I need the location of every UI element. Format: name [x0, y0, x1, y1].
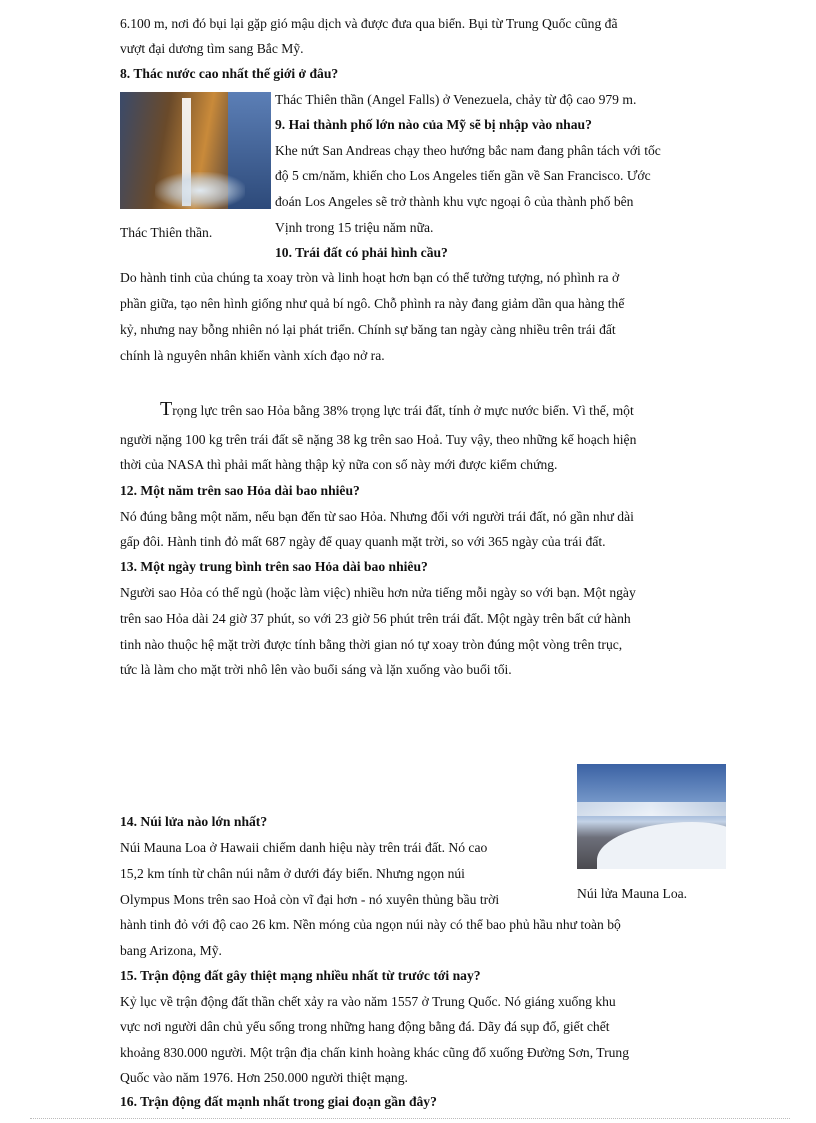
heading-q9: 9. Hai thành phố lớn nào của Mỹ sẽ bị nhập vào nhau?	[275, 117, 592, 132]
text-line: phần giữa, tạo nên hình giống như quả bí ngô. Chỗ phình ra này đang giảm dần qua hàng thế	[120, 296, 625, 311]
text-line: thời của NASA thì phải mất hàng thập kỷ nữa con số này mới được kiểm chứng.	[120, 457, 558, 472]
angel-falls-photo	[120, 92, 271, 209]
heading-q15: 15. Trận động đất gây thiệt mạng nhiều nhất từ trước tới nay?	[120, 968, 481, 983]
text-line: vực nơi người dân chủ yếu sống trong những hang động bằng đá. Dãy đá sụp đổ, giết chết	[120, 1019, 610, 1034]
text-line: đoán Los Angeles sẽ trở thành khu vực ngoại ô của thành phố bên	[275, 194, 634, 209]
heading-q16: 16. Trận động đất mạnh nhất trong giai đoạn gần đây?	[120, 1094, 437, 1109]
text-line: Kỷ lục về trận động đất thần chết xảy ra vào năm 1557 ở Trung Quốc. Nó giáng xuống khu	[120, 994, 616, 1009]
text-line: Nó đúng bằng một năm, nếu bạn đến từ sao Hỏa. Nhưng đối với người trái đất, nó gần như dài	[120, 509, 634, 524]
heading-q10: 10. Trái đất có phải hình cầu?	[275, 245, 448, 260]
text-line: kỷ, nhưng nay bỗng nhiên nó lại phát triển. Chính sự băng tan ngày càng nhiều trên trái đất	[120, 322, 616, 337]
text-line: độ 5 cm/năm, khiến cho Los Angeles tiến gần về San Francisco. Ước	[275, 168, 651, 183]
heading-q12: 12. Một năm trên sao Hỏa dài bao nhiêu?	[120, 483, 360, 498]
text-line: Quốc vào năm 1976. Hơn 250.000 người thiệt mạng.	[120, 1070, 408, 1085]
heading-q13: 13. Một ngày trung bình trên sao Hỏa dài bao nhiêu?	[120, 559, 428, 574]
text-line: Vịnh trong 15 triệu năm nữa.	[275, 220, 434, 235]
text-line: khoảng 830.000 người. Một trận địa chấn kinh hoàng khác cũng đổ xuống Đường Sơn, Trung	[120, 1045, 630, 1060]
text-line: Khe nứt San Andreas chạy theo hướng bắc nam đang phân tách với tốc	[275, 143, 661, 158]
text-line: vượt đại dương tìm sang Bắc Mỹ.	[120, 41, 304, 56]
text-line: Người sao Hỏa có thể ngủ (hoặc làm việc) nhiều hơn nửa tiếng mỗi ngày so với bạn. Một ngày	[120, 585, 636, 600]
heading-q8: 8. Thác nước cao nhất thế giới ở đâu?	[120, 66, 339, 81]
mauna-loa-caption: Núi lửa Mauna Loa.	[577, 886, 688, 901]
first-line-text: rọng lực trên sao Hỏa bằng 38% trọng lực trái đất, tính ở mực nước biển. Vì thế, một	[172, 403, 634, 418]
text-line: người nặng 100 kg trên trái đất sẽ nặng 38 kg trên sao Hoả. Tuy vậy, theo những kế hoạch hiện	[120, 432, 637, 447]
text-line: 6.100 m, nơi đó bụi lại gặp gió mậu dịch và được đưa qua biển. Bụi từ Trung Quốc cũng đã	[120, 16, 618, 31]
angel-falls-caption: Thác Thiên thần.	[120, 225, 213, 240]
text-line: 15,2 km tính từ chân núi nằm ở dưới đáy biển. Nhưng ngọn núi	[120, 866, 465, 881]
cloud-shape	[577, 802, 726, 816]
text-line: Núi Mauna Loa ở Hawaii chiếm danh hiệu này trên trái đất. Nó cao	[120, 840, 488, 855]
paragraph-first-line	[160, 398, 634, 422]
text-line: bang Arizona, Mỹ.	[120, 943, 222, 958]
snow-cap-shape	[597, 822, 726, 869]
page-divider	[30, 1118, 790, 1119]
drop-cap: T	[160, 398, 173, 420]
text-line: Olympus Mons trên sao Hoả còn vĩ đại hơn - nó xuyên thủng bầu trời	[120, 892, 500, 907]
mauna-loa-photo	[577, 764, 726, 869]
q8-text: Thác Thiên thần (Angel Falls) ở Venezuela, chảy từ độ cao 979 m.	[275, 92, 637, 107]
text-line: trên sao Hỏa dài 24 giờ 37 phút, so với 23 giờ 56 phút trên trái đất. Một ngày trên bất cứ hành	[120, 611, 631, 626]
mist-shape	[155, 172, 245, 209]
text-line: Do hành tinh của chúng ta xoay tròn và linh hoạt hơn bạn có thể tưởng tượng, nó phình ra ở	[120, 270, 620, 285]
text-line: chính là nguyên nhân khiến vành xích đạo nở ra.	[120, 348, 385, 363]
text-line: tức là làm cho mặt trời nhô lên vào buổi sáng và lặn xuống vào buổi tối.	[120, 662, 512, 677]
text-line: hành tinh đỏ với độ cao 26 km. Nền móng của ngọn núi này có thể bao phủ hầu như toàn bộ	[120, 917, 621, 932]
heading-q14: 14. Núi lửa nào lớn nhất?	[120, 814, 268, 829]
text-line: tinh nào thuộc hệ mặt trời được tính bằng thời gian nó tự xoay tròn đúng một vòng trên trục,	[120, 637, 623, 652]
text-line: gấp đôi. Hành tinh đỏ mất 687 ngày để quay quanh mặt trời, so với 365 ngày của trái đất.	[120, 534, 606, 549]
